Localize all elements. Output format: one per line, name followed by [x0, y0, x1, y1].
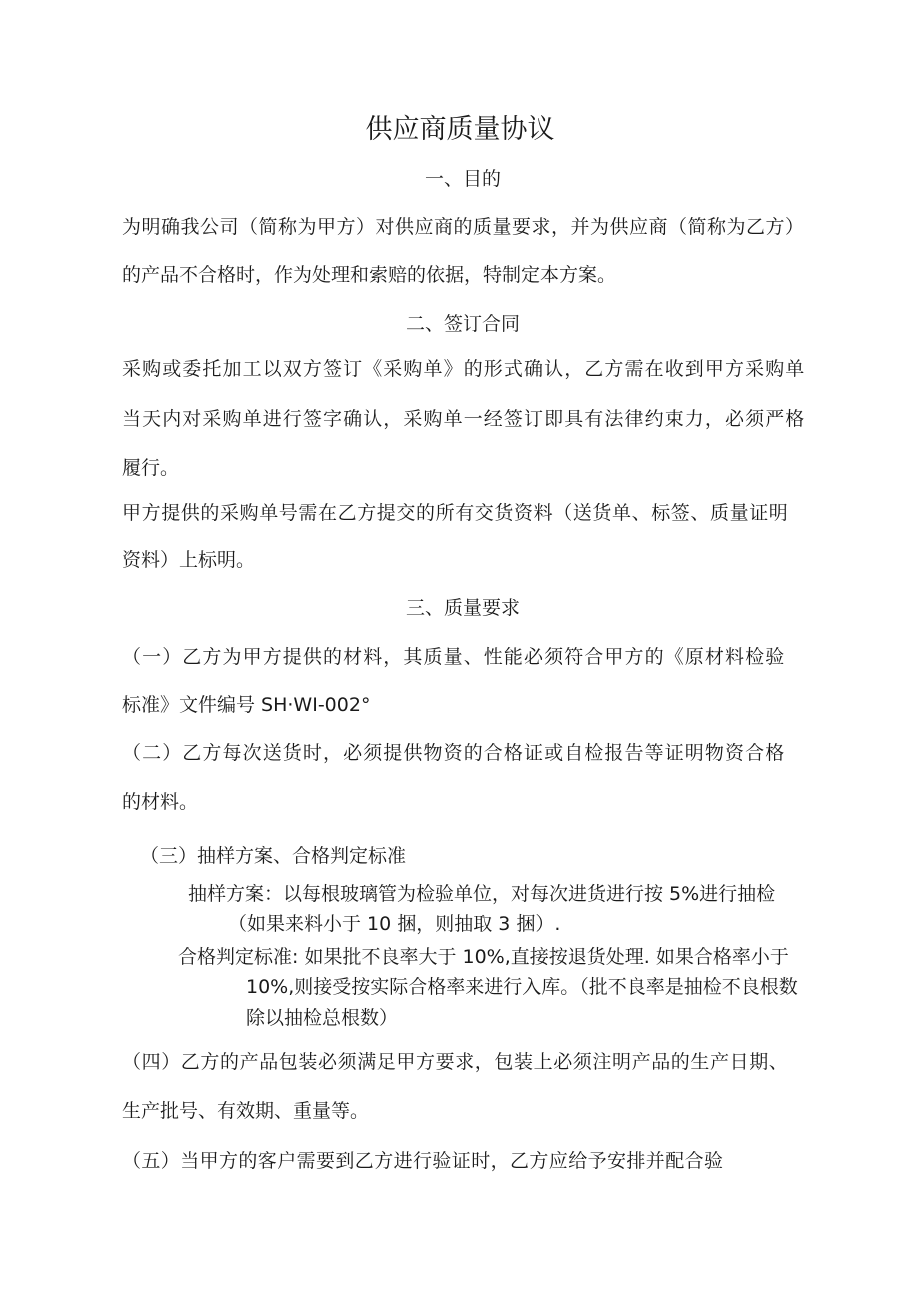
acceptance-criteria-line: 合格判定标准: 如果批不良率大于 10%,直接按退货处理. 如果合格率小于	[178, 946, 789, 968]
paragraph-line: 标准》文件编号 SH·WI-002°	[122, 694, 371, 716]
paragraph-line: 采购或委托加工以双方签订《采购单》的形式确认，乙方需在收到甲方采购单	[122, 358, 806, 380]
paragraph-line: 的产品不合格时，作为处理和索赔的依据，特制定本方案。	[122, 264, 617, 286]
paragraph-line: 甲方提供的采购单号需在乙方提交的所有交货资料（送货单、标签、质量证明	[122, 502, 789, 524]
acceptance-criteria-line: 除以抽检总根数）	[246, 1007, 399, 1029]
subsection-heading-sampling: （三）抽样方案、合格判定标准	[140, 845, 407, 867]
paragraph-line: （四）乙方的产品包装必须满足甲方要求，包装上必须注明产品的生产日期、	[122, 1051, 789, 1073]
paragraph-line: 生产批号、有效期、重量等。	[122, 1100, 370, 1122]
paragraph-line: （五）当甲方的客户需要到乙方进行验证时，乙方应给予安排并配合验	[122, 1150, 724, 1172]
paragraph-line: 为明确我公司（简称为甲方）对供应商的质量要求，并为供应商（简称为乙方）	[122, 216, 805, 238]
sampling-plan-line: 抽样方案：以每根玻璃管为检验单位，对每次进货进行按 5%进行抽检	[188, 883, 776, 905]
section-heading-contract: 二、签订合同	[405, 313, 520, 335]
sampling-plan-line: （如果来料小于 10 捆，则抽取 3 捆）.	[228, 913, 561, 935]
paragraph-line: （二）乙方每次送货时，必须提供物资的合格证或自检报告等证明物资合格	[122, 742, 786, 764]
paragraph-line: 的材料。	[122, 791, 199, 813]
paragraph-line: 履行。	[122, 457, 180, 479]
acceptance-criteria-line: 10%,则接受按实际合格率来进行入库。（批不良率是抽检不良根数	[246, 976, 798, 998]
section-heading-quality: 三、质量要求	[405, 597, 520, 619]
section-heading-purpose: 一、目的	[424, 168, 501, 190]
paragraph-line: （一）乙方为甲方提供的材料，其质量、性能必须符合甲方的《原材料检验	[122, 646, 786, 668]
paragraph-line: 资料）上标明。	[122, 549, 256, 571]
paragraph-line: 当天内对采购单进行签字确认，采购单一经签订即具有法律约束力，必须严格	[122, 408, 806, 430]
document-title: 供应商质量协议	[365, 114, 555, 145]
